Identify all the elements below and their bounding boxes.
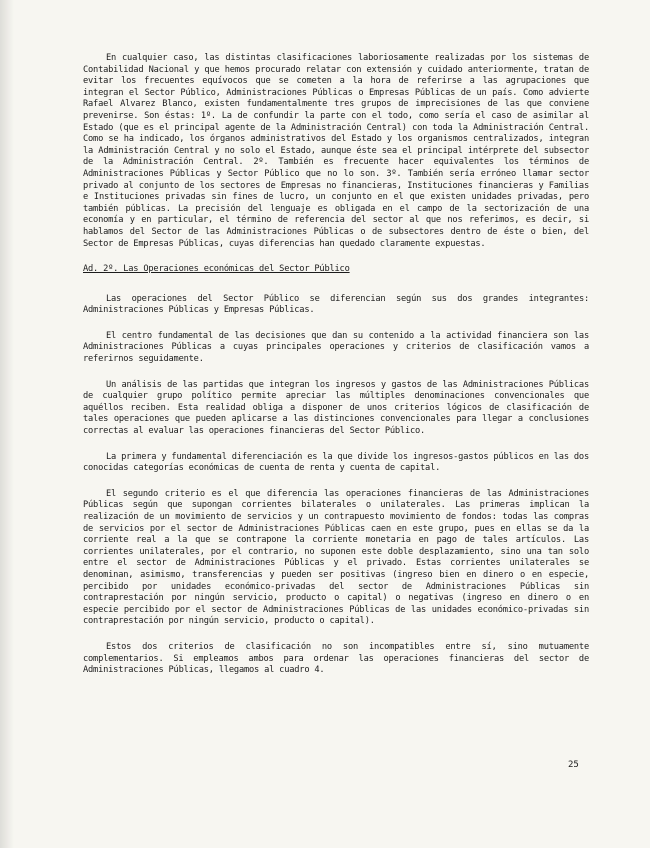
- paragraph-7: Estos dos criterios de clasificación no son incompatibles entre sí, sino mutuamente complementarios. Si empleamos ambos para ordenar las operaciones financieras del sector de Administraciones Públicas, llegamos al cuadro 4.: [83, 641, 589, 676]
- paragraph-1: En cualquier caso, las distintas clasificaciones laboriosamente realizadas por los sistemas de Contabilidad Nacional y que hemos procurado relatar con extensión y cuidado anteriormente, tratan de evitar los frecuentes equívocos que se cometen a la hora de referirse a las agrupaciones que integran el Sector Público, Administraciones Públicas o Empresas Públicas de un país. Como advierte Rafael Alvarez Blanco, existen fundamentalmente tres grupos de imprecisiones de las que conviene prevenirse. Son éstas: 1º. La de confundir la parte con el todo, como sería el caso de asimilar al Estado (que es el principal agente de la Administración Central) con toda la Administración Central. Como se ha indicado, los órganos administrativos del Estado y los organismos centralizados, integran la Administración Central y no solo el Estado, aunque éste sea el principal intérprete del subsector de la Administración Central. 2º. También es frecuente hacer equivalentes los términos de Administraciones Públicas y Sector Público que no lo son. 3º. También sería erróneo llamar sector privado al conjunto de los sectores de Empresas no financieras, Instituciones financieras y Familias e Instituciones privadas sin fines de lucro, un conjunto en el que existen unidades privadas, pero también públicas. La precisión del lenguaje es obligada en el campo de la sectorización de una economía y en particular, el término de referencia del sector al que nos referimos, es decir, si hablamos del Sector de las Administraciones Públicas o de subsectores dentro de éste o bien, del Sector de Empresas Públicas, cuyas diferencias han quedado claramente expuestas.: [83, 53, 589, 249]
- body-text: [83, 53, 589, 691]
- paragraph-3: El centro fundamental de las decisiones que dan su contenido a la actividad financiera son las Administraciones Públicas a cuyas principales operaciones y criterios de clasificación vamos a referirnos seguidamente.: [83, 330, 589, 365]
- section-heading-text: Ad. 2º. Las Operaciones económicas del Sector Público: [83, 264, 350, 275]
- section-heading: [83, 264, 589, 276]
- paragraph-2: Las operaciones del Sector Público se diferencian según sus dos grandes integrantes: Administraciones Públicas y Empresas Públicas.: [83, 293, 589, 316]
- paragraph-5: La primera y fundamental diferenciación es la que divide los ingresos-gastos públicos en las dos conocidas categorías económicas de cuenta de renta y cuenta de capital.: [83, 451, 589, 474]
- scan-edge: [0, 0, 14, 848]
- paragraph-6: El segundo criterio es el que diferencia las operaciones financieras de las Administraciones Públicas según que supongan corrientes bilaterales o unilaterales. Las primeras implican la realización de un movimiento de servicios y un contrapuesto movimiento de fondos: todas las compras de servicios por el sector de Administraciones Públicas caen en este grupo, pues en ellas se da la corriente real a la que se contrapone la corriente monetaria en pago de tales artículos. Las corrientes unilaterales, por el contrario, no suponen este doble desplazamiento, sino una tan solo entre el sector de Administraciones Públicas y el privado. Estas corrientes unilaterales se denominan, asimismo, transferencias y pueden ser positivas (ingreso bien en dinero o en especie, percibido por unidades económico-privadas del sector de Administraciones Públicas sin contraprestación por ningún servicio, producto o capital) o negativas (ingreso en dinero o en especie percibido por el sector de Administraciones Públicas de las unidades económico-privadas sin contraprestación por ningún servicio, producto o capital).: [83, 488, 589, 627]
- page-number: 25: [568, 760, 579, 770]
- paragraph-4: Un análisis de las partidas que integran los ingresos y gastos de las Administraciones Públicas de cualquier grupo político permite apreciar las múltiples denominaciones convencionales que aquéllos reciben. Esta realidad obliga a disponer de unos criterios lógicos de clasificación de tales operaciones que pueden aplicarse a las distinciones convencionales para llegar a conclusiones correctas al evaluar las operaciones financieras del Sector Público.: [83, 379, 589, 437]
